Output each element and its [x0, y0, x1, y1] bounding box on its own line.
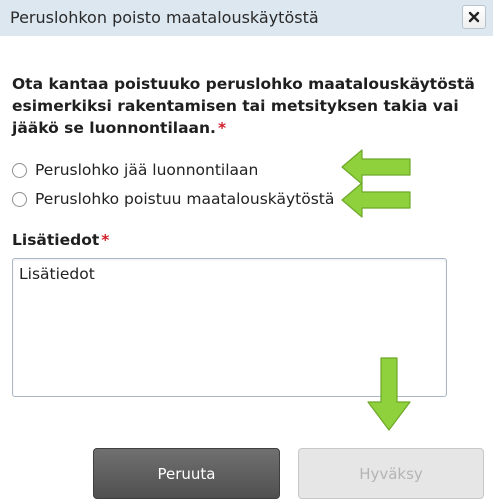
radio-button[interactable] [12, 192, 27, 207]
cancel-button-label: Peruuta [157, 464, 216, 483]
dialog-title: Peruslohkon poisto maatalouskäytöstä [10, 8, 319, 27]
question-text-block [12, 73, 482, 139]
cancel-button[interactable] [93, 448, 280, 499]
lisatiedot-label: Lisätiedot [12, 231, 100, 249]
option-label: Peruslohko jää luonnontilaan [35, 161, 259, 179]
option-jaa-luonnontilaan[interactable] [12, 160, 258, 180]
required-mark: * [101, 231, 110, 249]
arrow-left-icon [340, 180, 412, 220]
question-text: Ota kantaa poistuuko peruslohko maatalouskäytöstä esimerkiksi rakentamisen tai metsityksen takia vai jääkö se luonnontilaan. [12, 75, 475, 137]
close-button[interactable] [462, 5, 486, 29]
radio-button[interactable] [12, 163, 27, 178]
dialog-titlebar [0, 0, 493, 36]
arrow-down-icon [366, 356, 412, 432]
option-label: Peruslohko poistuu maatalouskäytöstä [35, 190, 335, 208]
option-poistuu-maatalouskaytosta[interactable] [12, 189, 334, 209]
lisatiedot-label-block [12, 231, 109, 249]
accept-button[interactable] [298, 448, 484, 499]
close-icon [468, 11, 480, 23]
accept-button-label: Hyväksy [359, 464, 423, 483]
required-mark: * [217, 119, 227, 137]
